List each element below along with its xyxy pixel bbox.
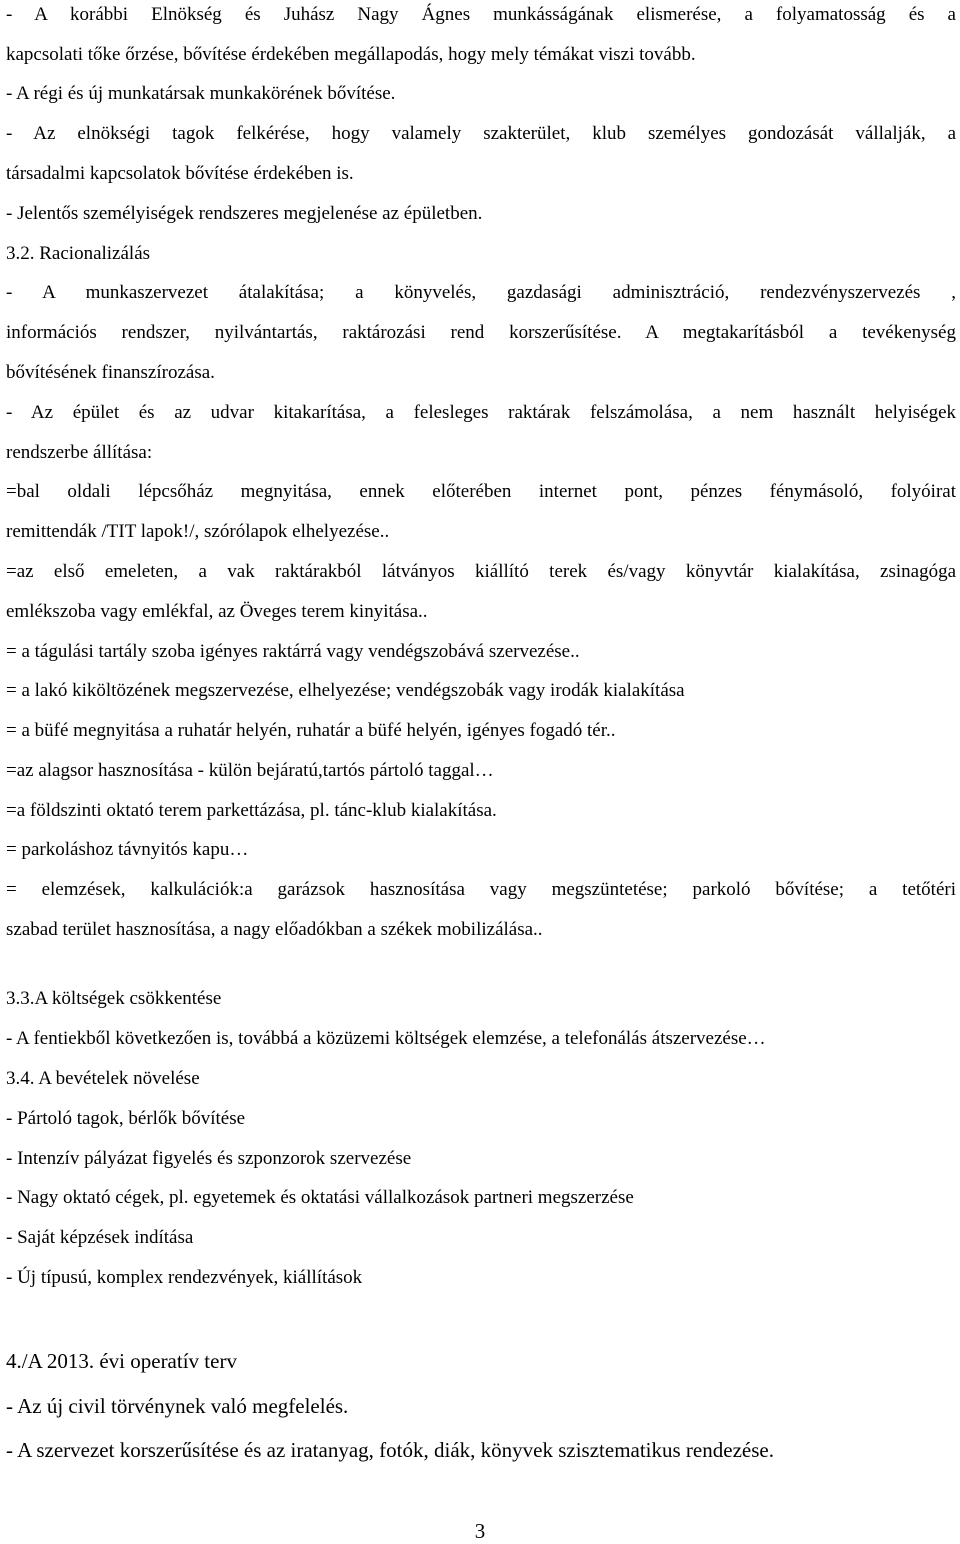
text-line: - A korábbi Elnökség és Juhász Nagy Ágnes munkásságának elismerése, a folyamatosság és a	[6, 4, 956, 25]
text-line: - A szervezet korszerűsítése és az iratanyag, fotók, diák, könyvek szisztematikus rendezése.	[6, 1438, 774, 1462]
text-line: - A régi és új munkatársak munkakörének bővítése.	[6, 83, 396, 104]
text-line: - A fentiekből következően is, továbbá a közüzemi költségek elemzése, a telefonálás átszervezése…	[6, 1028, 766, 1049]
section-heading: 3.3.A költségek csökkentése	[6, 988, 222, 1009]
text-line: - Saját képzések indítása	[6, 1227, 194, 1248]
text-line: társadalmi kapcsolatok bővítése érdekében is.	[6, 163, 354, 184]
text-line: = elemzések, kalkulációk:a garázsok hasznosítása vagy megszüntetése; parkoló bővítése; a tetőtéri	[6, 879, 956, 900]
text-line: =az alagsor hasznosítása - külön bejáratú,tartós pártoló taggal…	[6, 760, 494, 781]
section-heading: 3.2. Racionalizálás	[6, 243, 151, 264]
text-line: kapcsolati tőke őrzése, bővítése érdekében megállapodás, hogy mely témákat viszi tovább.	[6, 44, 696, 65]
text-line: - Az új civil törvénynek való megfelelés.	[6, 1394, 349, 1418]
text-line: - Új típusú, komplex rendezvények, kiállítások	[6, 1267, 363, 1288]
text-line: emlékszoba vagy emlékfal, az Öveges terem kinyitása..	[6, 601, 428, 622]
text-line: =bal oldali lépcsőház megnyitása, ennek előterében internet pont, pénzes fénymásoló, folyóirat	[6, 481, 956, 502]
section-heading: 3.4. A bevételek növelése	[6, 1068, 200, 1089]
text-line: = a tágulási tartály szoba igényes raktárrá vagy vendégszobává szervezése..	[6, 641, 580, 662]
text-line: - Pártoló tagok, bérlők bővítése	[6, 1108, 246, 1129]
page-number: 3	[474, 1519, 486, 1543]
text-line: szabad terület hasznosítása, a nagy előadókban a székek mobilizálása..	[6, 919, 543, 940]
text-line: = a lakó kiköltözének megszervezése, elhelyezése; vendégszobák vagy irodák kialakítása	[6, 680, 685, 701]
text-line: remittendák /TIT lapok!/, szórólapok elhelyezése..	[6, 521, 390, 542]
text-line: =az első emeleten, a vak raktárakból látványos kiállító terek és/vagy könyvtár kialakítása, zsinagóga	[6, 561, 956, 582]
text-line: - Nagy oktató cégek, pl. egyetemek és oktatási vállalkozások partneri megszerzése	[6, 1187, 634, 1208]
text-line: = parkoláshoz távnyitós kapu…	[6, 839, 249, 860]
text-line: = a büfé megnyitása a ruhatár helyén, ruhatár a büfé helyén, igényes fogadó tér..	[6, 720, 616, 741]
text-line: =a földszinti oktató terem parkettázása, pl. tánc-klub kialakítása.	[6, 800, 497, 821]
text-line: - A munkaszervezet átalakítása; a könyvelés, gazdasági adminisztráció, rendezvényszervezés ,	[6, 282, 956, 303]
text-line: - Az elnökségi tagok felkérése, hogy valamely szakterület, klub személyes gondozását vállalják, a	[6, 123, 956, 144]
text-line: - Intenzív pályázat figyelés és szponzorok szervezése	[6, 1148, 412, 1169]
section-heading: 4./A 2013. évi operatív terv	[6, 1349, 237, 1373]
text-line: - Az épület és az udvar kitakarítása, a felesleges raktárak felszámolása, a nem használt helyiségek	[6, 402, 956, 423]
text-line: - Jelentős személyiségek rendszeres megjelenése az épületben.	[6, 203, 483, 224]
text-line: információs rendszer, nyilvántartás, raktározási rend korszerűsítése. A megtakarításból a tevékenység	[6, 322, 956, 343]
text-line: rendszerbe állítása:	[6, 442, 153, 463]
text-line: bővítésének finanszírozása.	[6, 362, 215, 383]
